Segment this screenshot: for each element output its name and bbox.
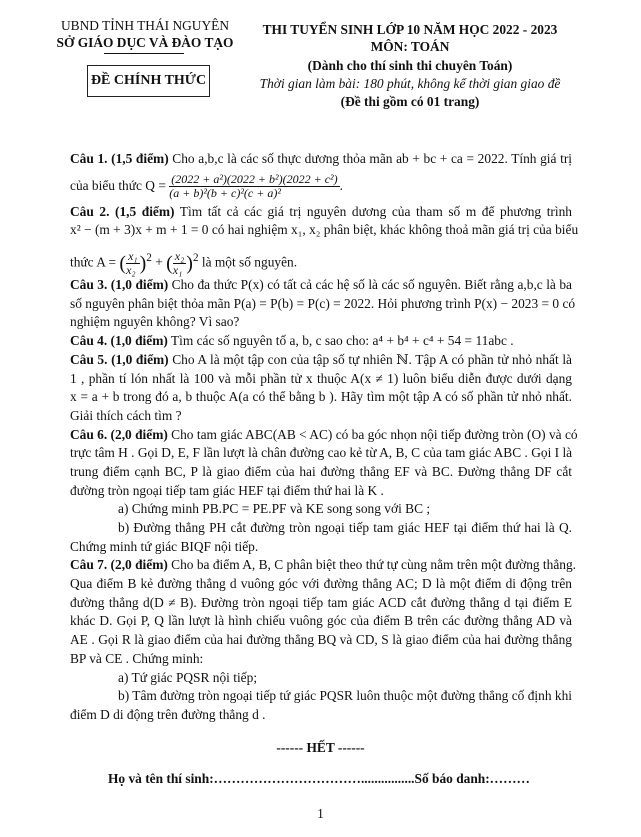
q2-text: x² − (m + 3)x + m + 1 = 0 có hai nghiệm x₁, x₂ phân biệt, khác không thoả mãn giá trị của biểu — [70, 222, 579, 238]
fraction-x1-x2 — [126, 250, 140, 277]
q6-text: đường tròn ngoại tiếp tam giác HEF tại điểm thứ hai là K . — [70, 482, 384, 498]
department-name: SỞ GIÁO DỤC VÀ ĐÀO TẠO — [56, 35, 234, 50]
q5-text: Cho A là một tập con của tập số tự nhiên ℕ. Tập A có phần tử nhỏ nhất là — [168, 351, 572, 367]
fraction-denominator: (a + b)²(b + c)²(c + a)² — [169, 186, 281, 201]
fraction-denominator: x₂ — [126, 262, 136, 277]
q1-text: . — [339, 177, 343, 193]
question-7 — [70, 556, 577, 724]
q1-text: Cho a,b,c là các số thực dương thỏa mãn ab + bc + ca = 2022. Tính giá trị — [168, 151, 573, 166]
q6-part-b: Chứng minh tứ giác BIQF nội tiếp. — [70, 538, 259, 554]
header-underline — [104, 53, 184, 54]
q5-text: Giải thích cách tìm ? — [70, 407, 182, 423]
q6-label: Câu 6. (2,0 điểm) — [70, 426, 168, 442]
q6-text: trực tâm H . Gọi D, E, F lần lượt là chân đường cao kẻ từ A, B, C của tam giác ABC . Gọi I là — [70, 445, 573, 461]
exam-body — [70, 150, 579, 725]
question-2: Câu 2. (1,5 điểm) Tìm tất cả các giá trị nguyên dương của tham số m để phương trình x² − (m + 3)x + m + 1 = 0 có hai nghiệm x₁, x₂ phân biệt, khác không thoả mãn giá trị của biểu thức A = ( $\frac{\text{x₁}}{\text{x₂}}$ )$^2$ + ( $\frac{\text{x₂}}{\text{x₁}}$ )$^2$ là một số nguyên. — [70, 203, 579, 277]
q2-label: Câu 2. (1,5 điểm) — [70, 203, 175, 219]
q5-text: x = a + b trong đó a, b thuộc A(a có thể bằng b ). Hãy tìm một tập A có số phần tử nhỏ nhất. — [70, 389, 572, 405]
q7-text: khác D. Gọi P, Q lần lượt là hình chiếu vuông góc của điểm B trên các đường thẳng AD và — [70, 613, 572, 629]
page-count: (Đề thi gồm có 01 trang) — [340, 94, 480, 109]
fraction-numerator: (2022 + a²)(2022 + b²)(2022 + c²) — [171, 172, 338, 187]
fraction-numerator: x₂ — [174, 248, 185, 263]
q7-text: đường thẳng d(D ≠ B). Đường tròn ngoại tiếp tam giác ACD cắt đường thẳng d tại điểm E — [70, 594, 572, 610]
q7-text: Cho ba điểm A, B, C phân biệt theo thứ tự cùng nằm trên một đường thẳng. — [167, 557, 577, 573]
q1-fraction — [169, 173, 339, 200]
province-name: UBND TỈNH THÁI NGUYÊN — [61, 18, 229, 33]
q5-text: 1 , phần tí lón nhất là 100 và mỗi phần tử x thuộc A(x ≠ 1) luôn biểu diễn được dưới dạng — [70, 370, 572, 386]
q7-part-b: điểm D di động trên đường thẳng d . — [70, 706, 266, 722]
question-1 — [70, 150, 572, 203]
exam-title: THI TUYỂN SINH LỚP 10 NĂM HỌC 2022 - 2023 — [262, 22, 558, 37]
time-limit: Thời gian làm bài: 180 phút, không kể thời gian giao đề — [259, 76, 561, 91]
q3-text: nghiệm nguyên không? Vì sao? — [70, 314, 240, 330]
q6-text: Cho tam giác ABC(AB < AC) có ba góc nhọn nội tiếp đường tròn (O) và có — [167, 426, 578, 442]
question-3 — [70, 276, 576, 332]
q2-text: thức A = — [70, 254, 117, 270]
end-marker: ------ HẾT ------ — [276, 740, 365, 755]
q6-part-b: b) Đường thẳng PH cắt đường tròn ngoại tiếp tam giác HEF tại điểm thứ hai là Q. — [118, 520, 572, 535]
question-5 — [70, 351, 572, 426]
question-6 — [70, 426, 578, 557]
q1-label: Câu 1. (1,5 điểm) — [70, 151, 169, 166]
q7-text: Qua điểm B kẻ đường thẳng d vuông góc với đường thẳng AC; D là một điểm di động trên — [70, 576, 572, 592]
q5-label: Câu 5. (1,0 điểm) — [70, 351, 169, 367]
q4-text: Tìm các số nguyên tố a, b, c sao cho: a⁴ + b⁴ + c⁴ + 54 = 11abc . — [167, 333, 514, 349]
q3-label: Câu 3. (1,0 điểm) — [70, 277, 169, 293]
official-exam-box: ĐỀ CHÍNH THỨC — [87, 65, 210, 97]
q7-text: AE . Gọi R là giao điểm của hai đường thẳng BQ và CD, S là giao điểm của hai đường thẳng — [70, 632, 572, 648]
fraction-denominator: x₁ — [172, 262, 183, 277]
page-number: 1 — [317, 806, 324, 821]
subject: MÔN: TOÁN — [370, 39, 450, 54]
audience: (Dành cho thí sinh thi chuyên Toán) — [307, 58, 513, 73]
q7-label: Câu 7. (2,0 điểm) — [70, 557, 168, 573]
q3-text: Cho đa thức P(x) có tất cả các hệ số là các số nguyên. Biết rằng a,b,c là ba — [168, 277, 572, 293]
q3-text: số nguyên phân biệt thỏa mãn P(a) = P(b) = P(c) = 2022. Hỏi phương trình P(x) − 2023 = 0 có — [70, 295, 576, 311]
q7-part-b: b) Tâm đường tròn ngoại tiếp tứ giác PQSR luôn thuộc một đường thẳng cố định khi — [118, 688, 572, 704]
fraction-x2-x1 — [173, 250, 187, 277]
fraction-numerator: x₁ — [128, 248, 138, 263]
q6-part-a: a) Chứng minh PB.PC = PE.PF và KE song song với BC ; — [118, 501, 431, 517]
q7-part-a: a) Tứ giác PQSR nội tiếp; — [118, 669, 258, 685]
question-4 — [70, 332, 572, 351]
q2-text: Tìm tất cả các giá trị nguyên dương của tham số m để phương trình — [174, 203, 572, 219]
candidate-info-line: Họ và tên thí sinh:……………………………................Số báo danh:……… — [108, 771, 530, 786]
q6-text: trung điểm cạnh BC, P là giao điểm của hai đường thẳng EF và BC. Đường thẳng DF cắt — [70, 463, 572, 479]
q7-text: BP và CE . Chứng minh: — [70, 650, 204, 666]
q1-text: của biểu thức Q = — [70, 177, 166, 193]
q2-text: là một số nguyên. — [198, 254, 298, 270]
q4-label: Câu 4. (1,0 điểm) — [70, 333, 168, 349]
